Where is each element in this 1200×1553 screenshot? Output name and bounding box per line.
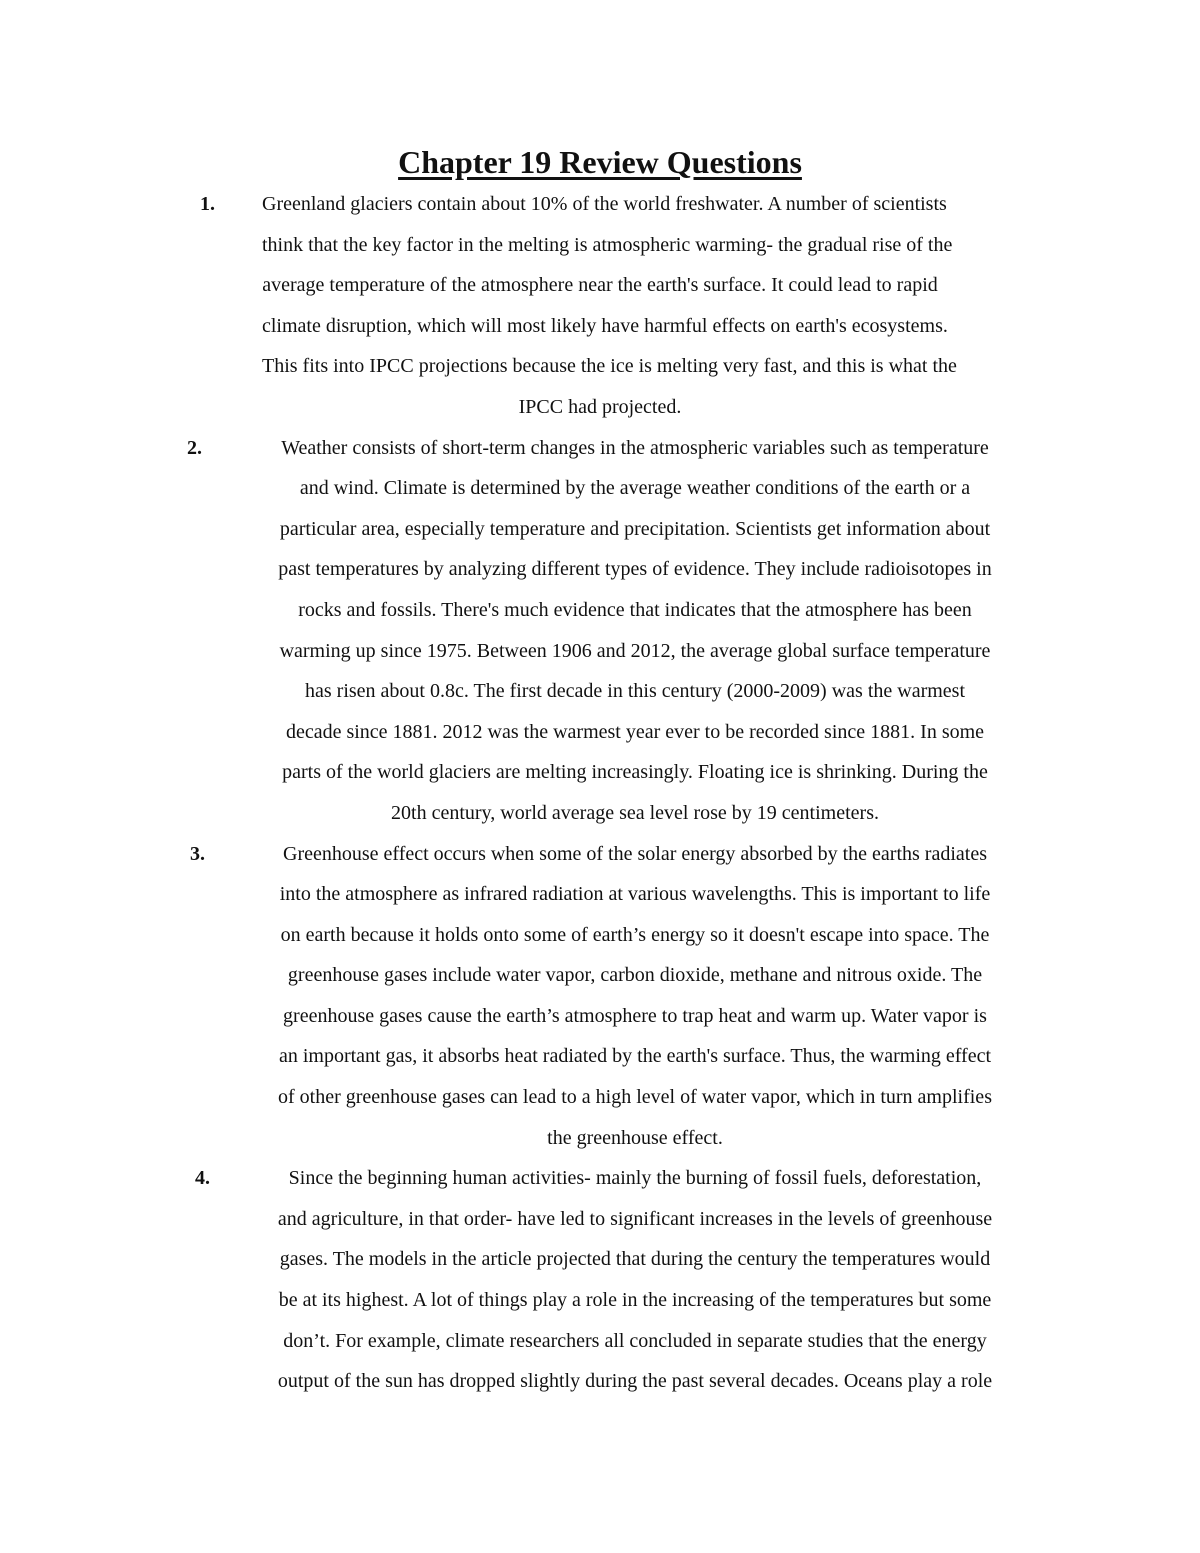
answer-line: Greenland glaciers contain about 10% of the world freshwater. A number of scientists bbox=[262, 193, 947, 215]
answer-line: Since the beginning human activities- mainly the burning of fossil fuels, deforestation, bbox=[288, 1167, 982, 1190]
answer-line: output of the sun has dropped slightly during the past several decades. Oceans play a role bbox=[277, 1370, 993, 1393]
question-item bbox=[0, 1158, 1200, 1402]
answer-line: and agriculture, in that order- have led to significant increases in the levels of greenhouse bbox=[277, 1207, 993, 1230]
answer-line: and wind. Climate is determined by the average weather conditions of the earth or a bbox=[299, 477, 971, 500]
answer-line: 20th century, world average sea level rose by 19 centimeters. bbox=[391, 801, 879, 824]
answer-line: This fits into IPCC projections because the ice is melting very fast, and this is what the bbox=[262, 355, 957, 378]
answer-line: has risen about 0.8c. The first decade in this century (2000-2009) was the warmest bbox=[305, 680, 965, 703]
question-answer bbox=[210, 834, 1060, 1159]
answer-line: warming up since 1975. Between 1906 and 2012, the average global surface temperature bbox=[279, 639, 991, 662]
answer-line: climate disruption, which will most likely have harmful effects on earth's ecosystems. bbox=[262, 314, 948, 337]
answer-line: average temperature of the atmosphere near the earth's surface. It could lead to rapid bbox=[262, 274, 938, 297]
answer-line: into the atmosphere as infrared radiation at various wavelengths. This is important to life bbox=[279, 883, 991, 906]
answer-line: rocks and fossils. There's much evidence that indicates that the atmosphere has been bbox=[298, 598, 972, 621]
answer-line: parts of the world glaciers are melting increasingly. Floating ice is shrinking. During the bbox=[282, 761, 988, 784]
question-list bbox=[0, 184, 1200, 1402]
question-answer bbox=[262, 184, 957, 428]
answer-line: Greenhouse effect occurs when some of the solar energy absorbed by the earths radiates bbox=[283, 842, 987, 865]
question-number: 4. bbox=[195, 1167, 210, 1190]
answer-line: don’t. For example, climate researchers all concluded in separate studies that the energy bbox=[283, 1329, 987, 1352]
answer-line: decade since 1881. 2012 was the warmest year ever to be recorded since 1881. In some bbox=[285, 720, 985, 743]
question-number: 3. bbox=[190, 842, 205, 865]
answer-line: particular area, especially temperature and precipitation. Scientists get information about bbox=[279, 517, 991, 540]
question-item bbox=[0, 428, 1200, 834]
answer-line: past temperatures by analyzing different types of evidence. They include radioisotopes in bbox=[278, 558, 992, 581]
question-answer bbox=[210, 1158, 1060, 1402]
answer-line: IPCC had projected. bbox=[518, 395, 682, 418]
answer-line: think that the key factor in the melting is atmospheric warming- the gradual rise of the bbox=[262, 233, 953, 256]
question-item bbox=[0, 184, 1200, 428]
answer-line: greenhouse gases include water vapor, carbon dioxide, methane and nitrous oxide. The bbox=[287, 964, 983, 987]
answer-line: an important gas, it absorbs heat radiated by the earth's surface. Thus, the warming effect bbox=[278, 1045, 992, 1068]
answer-line: Weather consists of short-term changes in the atmospheric variables such as temperature bbox=[281, 436, 989, 459]
question-item bbox=[0, 834, 1200, 1159]
question-number: 1. bbox=[200, 193, 215, 215]
page-title: Chapter 19 Review Questions bbox=[398, 144, 802, 180]
question-number: 2. bbox=[187, 436, 202, 459]
question-answer bbox=[210, 428, 1060, 834]
answer-line: the greenhouse effect. bbox=[547, 1126, 723, 1149]
answer-line: of other greenhouse gases can lead to a high level of water vapor, which in turn amplifies bbox=[278, 1086, 992, 1109]
answer-line: on earth because it holds onto some of earth’s energy so it doesn't escape into space. The bbox=[280, 923, 990, 946]
answer-line: gases. The models in the article projected that during the century the temperatures would bbox=[279, 1248, 991, 1271]
answer-line: be at its highest. A lot of things play a role in the increasing of the temperatures but some bbox=[278, 1289, 992, 1312]
answer-line: greenhouse gases cause the earth’s atmosphere to trap heat and warm up. Water vapor is bbox=[283, 1004, 987, 1027]
